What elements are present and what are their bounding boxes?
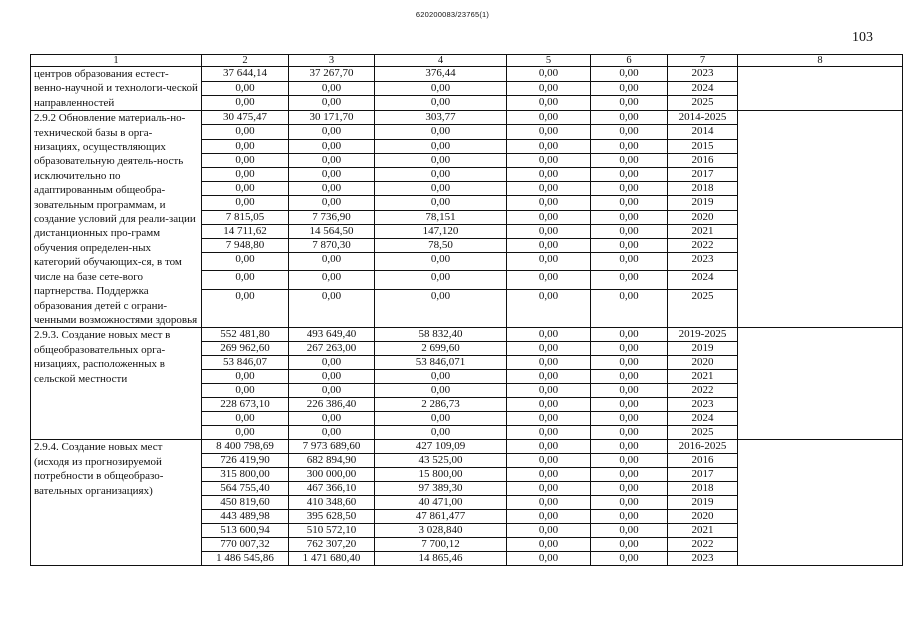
year-cell: 2019-2025: [668, 328, 738, 342]
value-cell: 0,00: [507, 238, 591, 252]
value-cell: 37 644,14: [202, 67, 289, 82]
value-cell: 0,00: [591, 153, 668, 167]
value-cell: 14 564,50: [289, 224, 375, 238]
year-cell: 2025: [668, 96, 738, 111]
value-cell: 0,00: [507, 496, 591, 510]
value-cell: 315 800,00: [202, 468, 289, 482]
column-header-7: 7: [668, 55, 738, 67]
value-cell: 0,00: [507, 96, 591, 111]
value-cell: 552 481,80: [202, 328, 289, 342]
value-cell: 0,00: [507, 356, 591, 370]
value-cell: 0,00: [507, 510, 591, 524]
section-description: 2.9.2 Обновление материаль-но-технической базы в орга-низациях, осуществляющих образовательную деятель-ность исключительно по адаптированным общеобра-зовательным программам, и создание условий для реали-зации дистанционных про-грамм обучения определен-ных категорий обучающих-ся, в том числе на базе сете-вого партнерства. Поддержка образования детей с ограни-ченными возможностями здоровья: [31, 111, 202, 328]
value-cell: 0,00: [591, 271, 668, 289]
value-cell: 395 628,50: [289, 510, 375, 524]
value-cell: 0,00: [289, 271, 375, 289]
value-cell: 226 386,40: [289, 398, 375, 412]
value-cell: 7 973 689,60: [289, 440, 375, 454]
year-cell: 2024: [668, 271, 738, 289]
value-cell: 0,00: [591, 96, 668, 111]
value-cell: 564 755,40: [202, 482, 289, 496]
value-cell: 0,00: [507, 271, 591, 289]
column-8-cell: [738, 111, 903, 328]
column-header-1: 1: [31, 55, 202, 67]
value-cell: 0,00: [507, 384, 591, 398]
value-cell: 0,00: [375, 81, 507, 96]
value-cell: 0,00: [591, 468, 668, 482]
table-row: [31, 440, 903, 454]
value-cell: 0,00: [507, 139, 591, 153]
value-cell: 0,00: [202, 384, 289, 398]
value-cell: 0,00: [591, 328, 668, 342]
year-cell: 2021: [668, 224, 738, 238]
value-cell: 0,00: [289, 253, 375, 271]
value-cell: 0,00: [202, 253, 289, 271]
year-cell: 2020: [668, 210, 738, 224]
year-cell: 2024: [668, 81, 738, 96]
value-cell: 0,00: [375, 125, 507, 139]
value-cell: 2 286,73: [375, 398, 507, 412]
value-cell: 0,00: [202, 96, 289, 111]
value-cell: 376,44: [375, 67, 507, 82]
value-cell: 43 525,00: [375, 454, 507, 468]
year-cell: 2014: [668, 125, 738, 139]
column-header-5: 5: [507, 55, 591, 67]
column-header-3: 3: [289, 55, 375, 67]
year-cell: 2020: [668, 356, 738, 370]
value-cell: 7 700,12: [375, 538, 507, 552]
value-cell: 0,00: [202, 125, 289, 139]
value-cell: 0,00: [507, 454, 591, 468]
value-cell: 0,00: [591, 454, 668, 468]
value-cell: 0,00: [507, 210, 591, 224]
year-cell: 2017: [668, 468, 738, 482]
value-cell: 0,00: [507, 125, 591, 139]
value-cell: 0,00: [591, 111, 668, 125]
value-cell: 7 870,30: [289, 238, 375, 252]
value-cell: 0,00: [591, 342, 668, 356]
value-cell: 0,00: [591, 182, 668, 196]
value-cell: 0,00: [375, 139, 507, 153]
value-cell: 0,00: [375, 426, 507, 440]
value-cell: 682 894,90: [289, 454, 375, 468]
year-cell: 2019: [668, 196, 738, 210]
year-cell: 2017: [668, 167, 738, 181]
value-cell: 0,00: [507, 111, 591, 125]
year-cell: 2018: [668, 482, 738, 496]
table-row: [31, 111, 903, 125]
value-cell: 37 267,70: [289, 67, 375, 82]
value-cell: 0,00: [507, 67, 591, 82]
year-cell: 2022: [668, 384, 738, 398]
value-cell: 0,00: [289, 81, 375, 96]
section-description: 2.9.3. Создание новых мест в общеобразовательных орга-низациях, расположенных в сельской местности: [31, 328, 202, 440]
value-cell: 0,00: [591, 81, 668, 96]
value-cell: 0,00: [202, 167, 289, 181]
value-cell: 53 846,071: [375, 356, 507, 370]
value-cell: 0,00: [375, 271, 507, 289]
year-cell: 2016: [668, 454, 738, 468]
value-cell: 30 171,70: [289, 111, 375, 125]
value-cell: 0,00: [202, 153, 289, 167]
value-cell: 0,00: [507, 289, 591, 328]
value-cell: 0,00: [507, 370, 591, 384]
year-cell: 2023: [668, 67, 738, 82]
value-cell: 0,00: [591, 552, 668, 566]
value-cell: 410 348,60: [289, 496, 375, 510]
value-cell: 0,00: [507, 328, 591, 342]
value-cell: 0,00: [375, 289, 507, 328]
value-cell: 0,00: [591, 538, 668, 552]
value-cell: 0,00: [507, 468, 591, 482]
table-row: [31, 67, 903, 82]
value-cell: 147,120: [375, 224, 507, 238]
value-cell: 510 572,10: [289, 524, 375, 538]
value-cell: 0,00: [507, 440, 591, 454]
value-cell: 0,00: [202, 196, 289, 210]
column-8-cell: [738, 67, 903, 111]
value-cell: 0,00: [591, 482, 668, 496]
value-cell: 0,00: [591, 224, 668, 238]
value-cell: 228 673,10: [202, 398, 289, 412]
value-cell: 0,00: [507, 153, 591, 167]
value-cell: 0,00: [507, 224, 591, 238]
value-cell: 0,00: [591, 125, 668, 139]
value-cell: 0,00: [591, 426, 668, 440]
value-cell: 0,00: [507, 196, 591, 210]
year-cell: 2016: [668, 153, 738, 167]
value-cell: 0,00: [375, 384, 507, 398]
value-cell: 1 486 545,86: [202, 552, 289, 566]
value-cell: 0,00: [289, 153, 375, 167]
value-cell: 0,00: [375, 153, 507, 167]
table-body: [31, 55, 903, 566]
value-cell: 0,00: [591, 196, 668, 210]
year-cell: 2022: [668, 238, 738, 252]
value-cell: 0,00: [591, 210, 668, 224]
value-cell: 0,00: [289, 384, 375, 398]
table-header-row: [31, 55, 903, 67]
value-cell: 0,00: [507, 182, 591, 196]
year-cell: 2023: [668, 253, 738, 271]
value-cell: 0,00: [507, 524, 591, 538]
column-header-4: 4: [375, 55, 507, 67]
year-cell: 2015: [668, 139, 738, 153]
value-cell: 0,00: [507, 167, 591, 181]
value-cell: 0,00: [591, 496, 668, 510]
value-cell: 0,00: [591, 398, 668, 412]
budget-table: [30, 54, 903, 566]
column-8-cell: [738, 328, 903, 440]
value-cell: 78,151: [375, 210, 507, 224]
value-cell: 427 109,09: [375, 440, 507, 454]
value-cell: 0,00: [591, 67, 668, 82]
value-cell: 0,00: [591, 238, 668, 252]
value-cell: 0,00: [591, 253, 668, 271]
value-cell: 0,00: [591, 167, 668, 181]
value-cell: 0,00: [507, 253, 591, 271]
column-header-2: 2: [202, 55, 289, 67]
value-cell: 0,00: [289, 167, 375, 181]
value-cell: 58 832,40: [375, 328, 507, 342]
value-cell: 0,00: [507, 482, 591, 496]
year-cell: 2021: [668, 370, 738, 384]
value-cell: 513 600,94: [202, 524, 289, 538]
column-8-cell: [738, 440, 903, 566]
value-cell: 770 007,32: [202, 538, 289, 552]
column-header-6: 6: [591, 55, 668, 67]
value-cell: 0,00: [375, 253, 507, 271]
value-cell: 0,00: [591, 524, 668, 538]
value-cell: 8 400 798,69: [202, 440, 289, 454]
year-cell: 2025: [668, 426, 738, 440]
value-cell: 493 649,40: [289, 328, 375, 342]
value-cell: 0,00: [375, 167, 507, 181]
value-cell: 0,00: [289, 139, 375, 153]
value-cell: 2 699,60: [375, 342, 507, 356]
value-cell: 0,00: [375, 182, 507, 196]
value-cell: 0,00: [591, 510, 668, 524]
value-cell: 7 736,90: [289, 210, 375, 224]
value-cell: 443 489,98: [202, 510, 289, 524]
value-cell: 0,00: [202, 139, 289, 153]
year-cell: 2020: [668, 510, 738, 524]
value-cell: 0,00: [289, 412, 375, 426]
value-cell: 303,77: [375, 111, 507, 125]
column-header-8: 8: [738, 55, 903, 67]
value-cell: 0,00: [507, 426, 591, 440]
value-cell: 7 948,80: [202, 238, 289, 252]
value-cell: 53 846,07: [202, 356, 289, 370]
value-cell: 450 819,60: [202, 496, 289, 510]
value-cell: 0,00: [507, 412, 591, 426]
value-cell: 0,00: [375, 412, 507, 426]
value-cell: 0,00: [507, 398, 591, 412]
table-row: [31, 328, 903, 342]
value-cell: 97 389,30: [375, 482, 507, 496]
value-cell: 0,00: [289, 356, 375, 370]
value-cell: 0,00: [202, 271, 289, 289]
value-cell: 0,00: [202, 289, 289, 328]
year-cell: 2022: [668, 538, 738, 552]
value-cell: 0,00: [507, 538, 591, 552]
value-cell: 0,00: [507, 552, 591, 566]
value-cell: 40 471,00: [375, 496, 507, 510]
value-cell: 0,00: [289, 426, 375, 440]
value-cell: 0,00: [591, 370, 668, 384]
value-cell: 0,00: [591, 289, 668, 328]
value-cell: 0,00: [375, 196, 507, 210]
value-cell: 0,00: [289, 96, 375, 111]
value-cell: 47 861,477: [375, 510, 507, 524]
page-number: 103: [852, 30, 873, 45]
value-cell: 300 000,00: [289, 468, 375, 482]
value-cell: 0,00: [202, 81, 289, 96]
value-cell: 0,00: [289, 196, 375, 210]
value-cell: 0,00: [289, 289, 375, 328]
year-cell: 2019: [668, 496, 738, 510]
value-cell: 726 419,90: [202, 454, 289, 468]
value-cell: 3 028,840: [375, 524, 507, 538]
value-cell: 467 366,10: [289, 482, 375, 496]
value-cell: 0,00: [591, 440, 668, 454]
value-cell: 0,00: [591, 139, 668, 153]
value-cell: 0,00: [507, 81, 591, 96]
year-cell: 2014-2025: [668, 111, 738, 125]
section-description: центров образования естест-венно-научной и технологи-ческой направленностей: [31, 67, 202, 111]
value-cell: 14 865,46: [375, 552, 507, 566]
year-cell: 2021: [668, 524, 738, 538]
section-description: 2.9.4. Создание новых мест (исходя из прогнозируемой потребности в общеобразо-вательных организациях): [31, 440, 202, 566]
value-cell: 0,00: [202, 412, 289, 426]
document-code: 620200083/23765(1): [415, 10, 490, 19]
year-cell: 2023: [668, 552, 738, 566]
value-cell: 0,00: [289, 125, 375, 139]
value-cell: 78,50: [375, 238, 507, 252]
value-cell: 30 475,47: [202, 111, 289, 125]
year-cell: 2024: [668, 412, 738, 426]
year-cell: 2025: [668, 289, 738, 328]
value-cell: 269 962,60: [202, 342, 289, 356]
value-cell: 762 307,20: [289, 538, 375, 552]
value-cell: 0,00: [202, 182, 289, 196]
value-cell: 1 471 680,40: [289, 552, 375, 566]
year-cell: 2016-2025: [668, 440, 738, 454]
value-cell: 0,00: [289, 370, 375, 384]
value-cell: 15 800,00: [375, 468, 507, 482]
value-cell: 0,00: [202, 370, 289, 384]
value-cell: 0,00: [591, 384, 668, 398]
value-cell: 0,00: [507, 342, 591, 356]
year-cell: 2018: [668, 182, 738, 196]
value-cell: 0,00: [375, 370, 507, 384]
value-cell: 14 711,62: [202, 224, 289, 238]
value-cell: 0,00: [591, 412, 668, 426]
value-cell: 7 815,05: [202, 210, 289, 224]
value-cell: 267 263,00: [289, 342, 375, 356]
year-cell: 2023: [668, 398, 738, 412]
value-cell: 0,00: [591, 356, 668, 370]
year-cell: 2019: [668, 342, 738, 356]
value-cell: 0,00: [375, 96, 507, 111]
value-cell: 0,00: [202, 426, 289, 440]
value-cell: 0,00: [289, 182, 375, 196]
